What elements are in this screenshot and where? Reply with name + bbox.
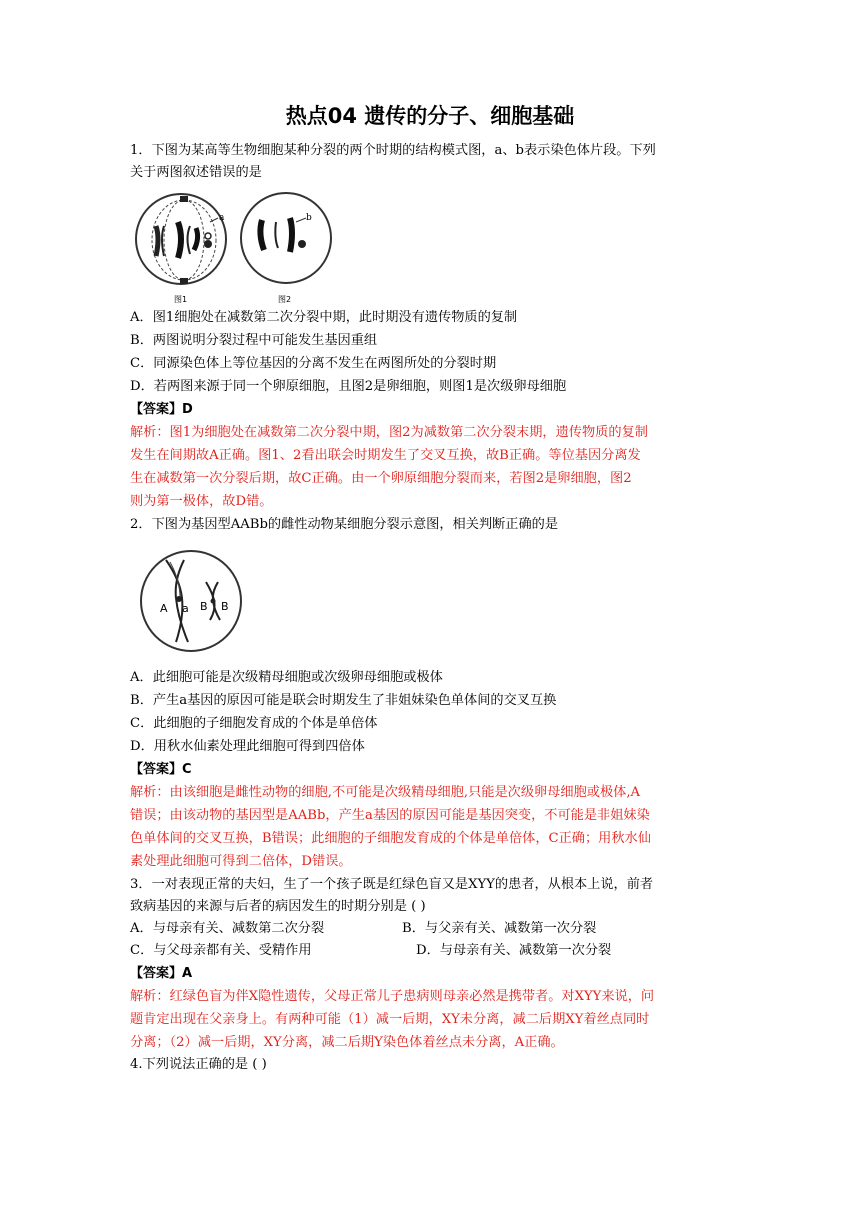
gene-label-a: a	[182, 602, 189, 615]
label-b: b	[306, 213, 312, 223]
q3-analysis-line1: 解析：红绿色盲为伴X隐性遗传，父母正常儿子患病则母亲必然是携带者。对XYY来说，问	[130, 989, 655, 1004]
gene-label-B1: B	[200, 600, 208, 613]
q2-answer: 【答案】C	[130, 762, 192, 777]
label-a: a	[219, 213, 225, 223]
q2-option-a: A．此细胞可能是次级精母细胞或次级卵母细胞或极体	[130, 670, 443, 685]
q1-cell-division-figure	[134, 192, 339, 304]
q1-option-b: B．两图说明分裂过程中可能发生基因重组	[130, 333, 378, 348]
q3-option-a: A．与母亲有关、减数第二次分裂	[130, 921, 325, 936]
q2-cell-division-figure	[136, 550, 251, 655]
q1-option-d: D．若两图来源于同一个卵原细胞，且图2是卵细胞，则图1是次级卵母细胞	[130, 379, 567, 394]
q1-option-c: C．同源染色体上等位基因的分离不发生在两图所处的分裂时期	[130, 356, 497, 371]
q3-option-b: B．与父亲有关、减数第一次分裂	[402, 921, 597, 936]
q1-analysis-line2: 发生在间期故A正确。图1、2看出联会时期发生了交叉互换，故B正确。等位基因分离发	[130, 448, 641, 463]
figure1-label: 图1	[174, 295, 188, 304]
q1-analysis-line4: 则为第一极体，故D错。	[130, 494, 273, 509]
q3-option-c: C．与父母亲都有关、受精作用	[130, 943, 312, 958]
page-title: 热点04 遗传的分子、细胞基础	[285, 104, 575, 128]
q1-analysis-line3: 生在减数第一次分裂后期，故C正确。由一个卵原细胞分裂而来，若图2是卵细胞，图2	[130, 471, 632, 486]
q2-option-d: D．用秋水仙素处理此细胞可得到四倍体	[130, 739, 365, 754]
q1-answer: 【答案】D	[130, 402, 193, 417]
q2-analysis-line4: 素处理此细胞可得到二倍体，D错误。	[130, 854, 352, 869]
q2-analysis-line1: 解析：由该细胞是雌性动物的细胞,不可能是次级精母细胞,只能是次级卵母细胞或极体,A	[130, 785, 641, 800]
q3-analysis-line3: 分离；（2）减一后期，XY分离，减二后期Y染色体着丝点未分离，A正确。	[130, 1035, 564, 1050]
q2-option-c: C．此细胞的子细胞发育成的个体是单倍体	[130, 716, 378, 731]
q3-stem-line2: 致病基因的来源与后者的病因发生的时期分别是 ( )	[130, 899, 426, 914]
q2-option-b: B．产生a基因的原因可能是联会时期发生了非姐妹染色单体间的交叉互换	[130, 693, 557, 708]
q2-analysis-line2: 错误；由该动物的基因型是AABb，产生a基因的原因可能是基因突变，不可能是非姐妹染	[130, 808, 650, 823]
q3-answer: 【答案】A	[130, 966, 193, 981]
q3-analysis-line2: 题肯定出现在父亲身上。有两种可能（1）减一后期，XY未分离，减二后期XY着丝点同时	[130, 1012, 650, 1027]
q3-option-d: D．与母亲有关、减数第一次分裂	[416, 943, 612, 958]
gene-label-B2: B	[221, 600, 229, 613]
gene-label-A: A	[160, 602, 168, 615]
q1-analysis-line1: 解析：图1为细胞处在减数第二次分裂中期，图2为减数第二次分裂末期，遗传物质的复制	[130, 425, 648, 440]
q1-stem-line1: 1．下图为某高等生物细胞某种分裂的两个时期的结构模式图，a、b表示染色体片段。下列	[130, 143, 656, 158]
figure2-label: 图2	[278, 295, 292, 304]
q2-analysis-line3: 色单体间的交叉互换，B错误；此细胞的子细胞发育成的个体是单倍体，C正确；用秋水仙	[130, 831, 651, 846]
q1-stem-line2: 关于两图叙述错误的是	[130, 165, 262, 180]
q1-option-a: A．图1细胞处在减数第二次分裂中期，此时期没有遗传物质的复制	[130, 310, 518, 325]
q3-stem-line1: 3．一对表现正常的夫妇，生了一个孩子既是红绿色盲又是XYY的患者，从根本上说，前者	[130, 877, 654, 892]
q4-stem: 4.下列说法正确的是 ( )	[130, 1057, 267, 1072]
q2-stem: 2．下图为基因型AABb的雌性动物某细胞分裂示意图，相关判断正确的是	[130, 517, 559, 532]
